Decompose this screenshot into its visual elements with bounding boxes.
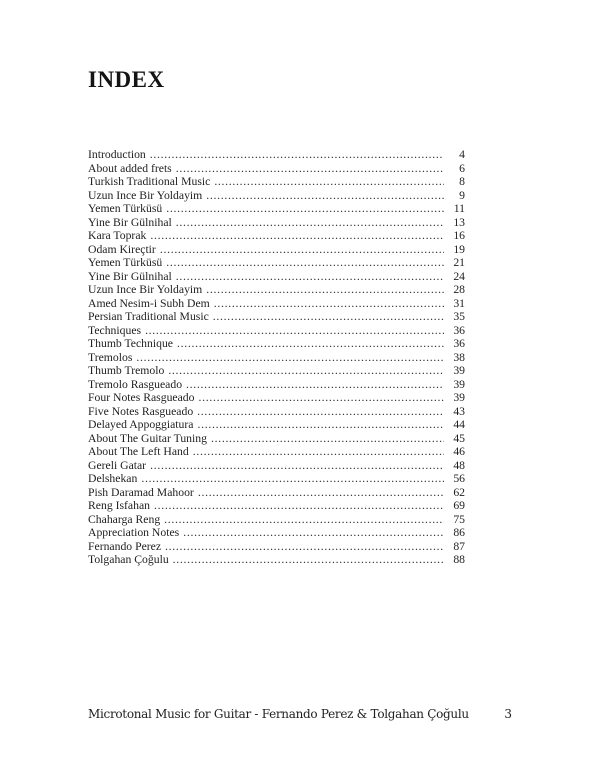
index-entry-page: 69 [453,499,465,512]
index-entry [88,540,465,554]
index-entry-label: Fernando Perez [88,539,162,553]
index-entry-label: Four Notes Rasgueado [88,391,195,404]
index-entry-page: 62 [453,485,465,499]
index-entry-label: Yine Bir Gülnihal [88,269,172,283]
index-entry [88,364,465,378]
index-entry [88,175,465,189]
dot-leader [211,432,444,446]
index-entry-label: Amed Nesim-i Subh Dem [88,296,210,310]
dot-leader [198,391,444,405]
index-entry [88,310,465,324]
dot-leader [176,216,444,230]
dot-leader [154,499,444,513]
index-entry-page: 4 [459,148,465,161]
index-entry [88,378,465,392]
index-entry [88,513,465,527]
index-entry-page: 88 [453,553,465,566]
index-entry-page: 48 [453,458,465,472]
dot-leader [183,526,444,540]
index-entry-label: Chaharga Reng [88,512,161,526]
dot-leader [206,283,444,297]
index-entry-page: 36 [453,337,465,350]
index-entry [88,486,465,500]
dot-leader [166,256,444,270]
index-entry [88,270,465,284]
index-entry-label: About The Left Hand [88,445,189,458]
dot-leader [198,486,444,500]
dot-leader [197,405,444,419]
index-entry-label: Persian Traditional Music [88,310,209,323]
dot-leader [206,189,444,203]
index-entry-page: 24 [453,269,465,283]
index-entry-label: Yine Bir Gülnihal [88,215,172,229]
index-entry-page: 21 [453,256,465,269]
dot-leader [176,162,444,176]
index-entry [88,256,465,270]
index-entry-page: 6 [459,161,465,175]
index-entry-label: Five Notes Rasgueado [88,404,194,418]
index-entry-page: 36 [453,323,465,337]
index-entry-label: Uzun Ince Bir Yoldayim [88,188,203,202]
index-entry-label: Tremolos [88,350,133,364]
index-entry [88,324,465,338]
index-entry-label: Delayed Appoggiatura [88,418,194,431]
dot-leader [141,472,444,486]
index-entry-page: 87 [453,539,465,553]
dot-leader [145,324,444,338]
index-entry-page: 28 [453,283,465,296]
index-entry-page: 19 [453,242,465,256]
index-entry [88,459,465,473]
footer-book-title: Microtonal Music for Guitar - Fernando Perez & Tolgahan Çoğulu [88,707,469,721]
index-entry-label: Gereli Gatar [88,458,147,472]
index-entry-label: Pish Daramad Mahoor [88,485,194,499]
index-entry-page: 56 [453,472,465,485]
index-entry-label: Yemen Türküsü [88,256,163,269]
index-entry-page: 44 [453,418,465,431]
index-entry [88,405,465,419]
index-entry-page: 86 [453,526,465,539]
index-entry-label: Reng Isfahan [88,499,150,512]
index-entry-page: 45 [453,431,465,445]
index-entry-page: 39 [453,377,465,391]
index-entry-label: Introduction [88,148,146,161]
index-entry-label: Turkish Traditional Music [88,175,211,188]
index-entry-page: 8 [459,175,465,188]
index-entry-label: Uzun Ince Bir Yoldayim [88,283,203,296]
footer-page-number: 3 [504,707,512,721]
index-entry [88,216,465,230]
index-entry [88,337,465,351]
index-entry [88,283,465,297]
index-entry-page: 11 [453,202,465,215]
index-entry [88,499,465,513]
dot-leader [197,418,444,432]
dot-leader [186,378,444,392]
index-entry [88,526,465,540]
index-entry-label: Appreciation Notes [88,526,180,539]
dot-leader [214,175,444,189]
dot-leader [136,351,444,365]
index-entry-label: Kara Toprak [88,229,147,242]
index-entry [88,202,465,216]
index-entry-label: Tolgahan Çoğulu [88,553,169,566]
index-entry [88,472,465,486]
index-entry-page: 16 [453,229,465,242]
index-entry [88,418,465,432]
index-entry [88,189,465,203]
dot-leader [166,202,444,216]
index-entry-label: Thumb Technique [88,337,173,350]
index-entry [88,432,465,446]
index-entry-label: About The Guitar Tuning [88,431,207,445]
dot-leader [173,553,444,567]
index-entry-label: Thumb Tremolo [88,364,165,377]
index-entry-label: Yemen Türküsü [88,202,163,215]
index-entry-page: 39 [453,391,465,404]
index-entry-page: 75 [453,512,465,526]
dot-leader [164,513,444,527]
index-entry [88,162,465,176]
index-entry-page: 13 [453,215,465,229]
page-footer [88,707,512,721]
index-entry-label: Tremolo Rasgueado [88,377,183,391]
dot-leader [150,148,444,162]
index-entry [88,297,465,311]
index-entry [88,445,465,459]
index-entry [88,553,465,567]
dot-leader [168,364,444,378]
index-entry-label: About added frets [88,161,172,175]
index-entry-label: Techniques [88,323,142,337]
dot-leader [213,310,444,324]
dot-leader [177,337,444,351]
dot-leader [160,243,444,257]
index-entry-page: 9 [459,188,465,202]
page-title: INDEX [88,67,165,92]
index-entry [88,148,465,162]
dot-leader [193,445,444,459]
dot-leader [165,540,444,554]
index-list [88,148,465,567]
index-entry-page: 31 [453,296,465,310]
index-entry-label: Odam Kireçtir [88,242,156,256]
dot-leader [176,270,444,284]
index-entry-page: 46 [453,445,465,458]
dot-leader [150,229,444,243]
dot-leader [214,297,444,311]
dot-leader [150,459,444,473]
index-entry-page: 43 [453,404,465,418]
index-entry [88,229,465,243]
index-entry-page: 39 [453,364,465,377]
index-entry [88,243,465,257]
index-entry-label: Delshekan [88,472,138,485]
index-entry-page: 38 [453,350,465,364]
index-entry [88,391,465,405]
index-entry-page: 35 [453,310,465,323]
index-entry [88,351,465,365]
